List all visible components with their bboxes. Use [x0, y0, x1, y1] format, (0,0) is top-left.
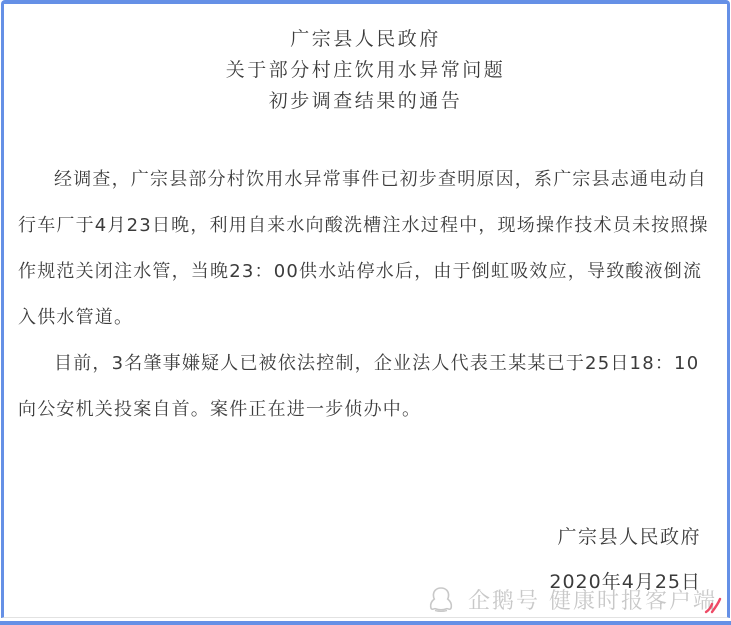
bottom-blue-band: [0, 621, 731, 625]
title-line-type: 初步调查结果的通告: [268, 90, 463, 112]
title-line-org: 广宗县人民政府: [290, 28, 441, 50]
watermark: [423, 584, 717, 615]
notice-body: [18, 157, 714, 433]
title-line-subject: 关于部分村庄饮用水异常问题: [225, 59, 506, 81]
signature-date: 2020年4月25日: [549, 571, 701, 593]
notice-paragraph-1: 经调查，广宗县部分村饮用水异常事件已初步查明原因，系广宗县志通电动自行车厂于4月23日晚，利用自来水向酸洗槽注水过程中，现场操作技术员未按照操作规范关闭注水管，当晚23：00供水站停水后，由于倒虹吸效应，导致酸液倒流入供水管道。: [18, 169, 709, 328]
notice-title: [0, 24, 731, 117]
penguin-icon: [423, 586, 459, 614]
watermark-text: 企鹅号 健康时报客户端: [468, 589, 717, 614]
red-swoosh-icon: [703, 597, 723, 619]
notice-paragraph-2: 目前，3名肇事嫌疑人已被依法控制，企业法人代表王某某已于25日18：10向公安机关投案自首。案件正在进一步侦办中。: [18, 353, 700, 420]
signature-org: 广宗县人民政府: [557, 526, 701, 548]
